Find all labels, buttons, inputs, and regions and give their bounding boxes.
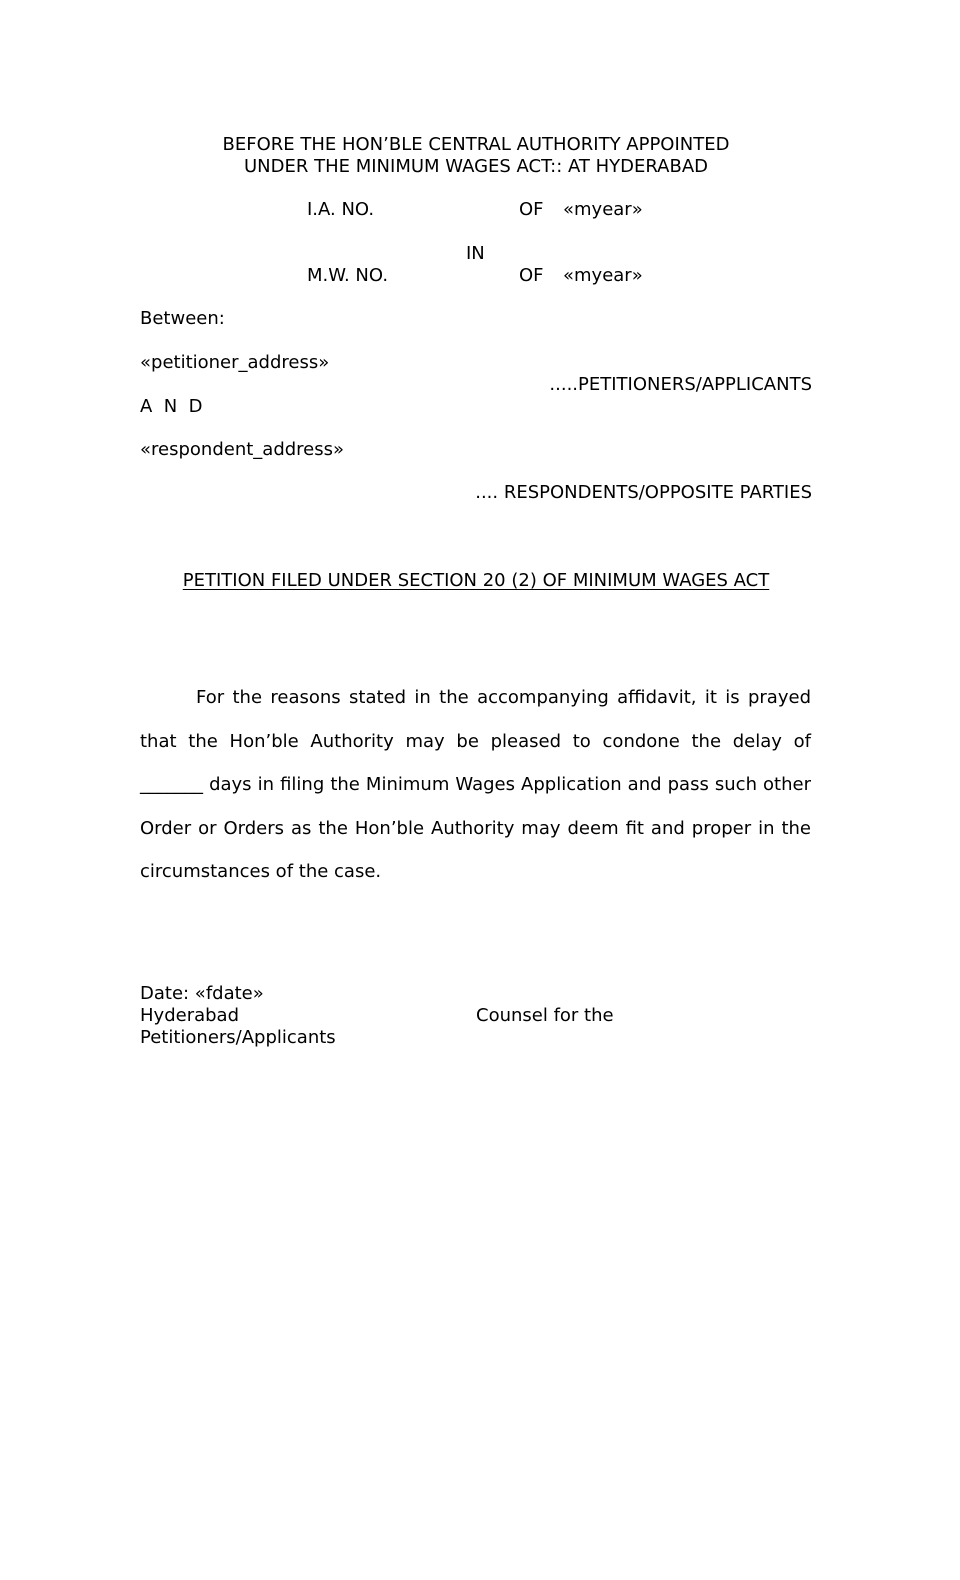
- mw-number-label: M.W. NO.: [307, 265, 389, 286]
- ia-of-label: OF: [519, 199, 544, 220]
- respondent-role: .... RESPONDENTS/OPPOSITE PARTIES: [475, 482, 812, 503]
- petitioner-role: .....PETITIONERS/APPLICANTS: [549, 374, 812, 395]
- between-label: Between:: [140, 308, 225, 329]
- header-line-1: BEFORE THE HON’BLE CENTRAL AUTHORITY APPOINTED: [222, 134, 730, 155]
- mw-of-label: OF: [519, 265, 544, 286]
- ia-year-field: «myear»: [563, 199, 643, 220]
- mw-year-field: «myear»: [563, 265, 643, 286]
- counsel-line-1: Counsel for the: [476, 1005, 614, 1026]
- and-label: A N D: [140, 396, 203, 417]
- date-line: Date: «fdate»: [140, 983, 264, 1004]
- petition-title: PETITION FILED UNDER SECTION 20 (2) OF MINIMUM WAGES ACT: [182, 570, 770, 591]
- ia-number-label: I.A. NO.: [307, 199, 375, 220]
- in-label: IN: [466, 243, 485, 264]
- place-line: Hyderabad: [140, 1005, 239, 1026]
- header-line-2: UNDER THE MINIMUM WAGES ACT:: AT HYDERABAD: [243, 156, 709, 177]
- petition-body-paragraph: For the reasons stated in the accompanying affidavit, it is prayed that the Hon’ble Authority may be pleased to condone the delay of _______ days in filing the Minimum Wages Application and pass such other Order or Orders as the Hon’ble Authority may deem fit and proper in the circumstances of the case.: [140, 687, 811, 882]
- counsel-line-2: Petitioners/Applicants: [140, 1027, 336, 1048]
- respondent-address-field: «respondent_address»: [140, 439, 345, 460]
- petitioner-address-field: «petitioner_address»: [140, 352, 330, 373]
